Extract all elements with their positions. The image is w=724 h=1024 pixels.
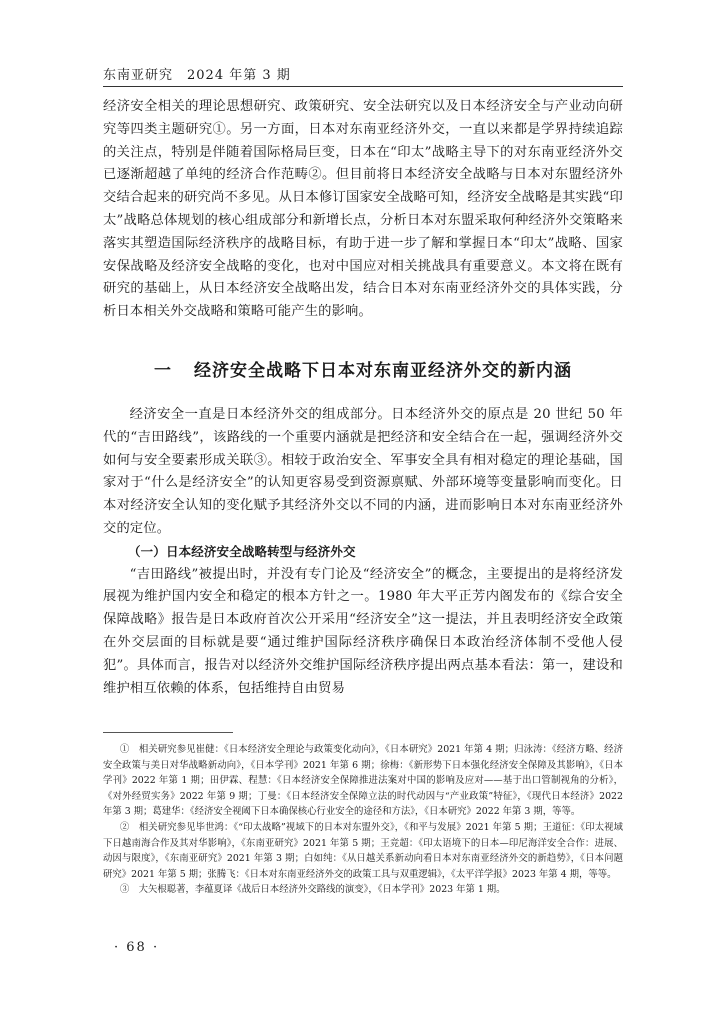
subsection-heading: （一）日本经济安全战略转型与经济外交: [128, 543, 356, 559]
intro-paragraph: 经济安全相关的理论思想研究、政策研究、安全法研究以及日本经济安全与产业动向研究等四类主题研究①。另一方面，日本对东南亚经济外交，一直以来都是学界持续追踪的关注点，特别是伴随着国际格局巨变，日本在“印太”战略主导下的对东南亚经济外交已逐渐超越了单纯的经济合作范畴②。但目前将日本经济安全战略与日本对东盟经济外交结合起来的研究尚不多见。从日本修订国家安全战略可知，经济安全战略是其实践“印太”战略总体规划的核心组成部分和新增长点，分析日本对东盟采取何种经济外交策略来落实其塑造国际经济秩序的战略目标，有助于进一步了解和掌握日本“印太”战略、国家安保战略及经济安全战略的变化，也对中国应对相关挑战具有重要意义。本文将在既有研究的基础上，从日本经济安全战略出发，结合日本对东南亚经济外交的具体实践，分析日本相关外交战略和策略可能产生的影响。: [103, 99, 623, 320]
footnote-rule: [103, 732, 233, 733]
section-heading: [103, 356, 623, 381]
intro-text-block: [103, 96, 623, 324]
footnotes: [103, 742, 623, 898]
page-number: · 68 ·: [114, 940, 160, 955]
running-head: 东南亚研究 2024 年第 3 期: [103, 68, 291, 83]
footnote-3: ③ 大矢根聪著，李蕴夏译《战后日本经济外交路线的演变》，《日本学刊》2023 年第 1 期。: [119, 884, 506, 896]
header-rule: [103, 86, 623, 87]
section-text-block: [103, 404, 623, 700]
section-paragraph-2: “吉田路线”被提出时，并没有专门论及“经济安全”的概念，主要提出的是将经济发展视为维护国内安全和稳定的根本方针之一。1980 年大平正芳内阁发布的《综合安全保障战略》报告是日本政府首次公开采用“经济安全”这一提法，并且表明经济安全政策在外交层面的目标就是要“通过维护国际经济秩序确保日本政治经济体制不受他人侵犯”。具体而言，报告对以经济外交维护国际经济秩序提出两点基本看法：第一，建设和维护相互依赖的体系，包括维持自由贸易: [103, 566, 623, 696]
section-paragraph-1: 经济安全一直是日本经济外交的组成部分。日本经济外交的原点是 20 世纪 50 年代的“吉田路线”，该路线的一个重要内涵就是把经济和安全结合在一起，强调经济外交如何与安全要素形成关联③。相较于政治安全、军事安全具有相对稳定的理论基础，国家对于“什么是经济安全”的认知更容易受到资源禀赋、外部环境等变量影响而变化。日本对经济安全认知的变化赋予其经济外交以不同的内涵，进而影响日本对东南亚经济外交的定位。: [103, 407, 623, 536]
section-number: 一: [154, 361, 172, 381]
section-title: 经济安全战略下日本对东南亚经济外交的新内涵: [194, 361, 572, 381]
footnote-1: ① 相关研究参见崔健：《日本经济安全理论与政策变化动向》，《日本研究》2021 年第 4 期；归泳涛：《经济方略、经济安全政策与美日对华战略新动向》，《日本学刊》2021 年第 6 期；徐梅：《新形势下日本强化经济安全保障及其影响》，《日本学刊》2022 年第 1 期；田伊霖、程慧：《日本经济安全保障推进法案对中国的影响及应对——基于出口管制视角的分析》，《对外经贸实务》2022 年第 9 期；丁曼：《日本经济安全保障立法的时代动因与“产业政策”特征》，《现代日本经济》2022 年第 3 期；葛建华：《经济安全视阈下日本确保核心行业安全的途径和方法》，《日本研究》2022 年第 3 期，等等。: [103, 744, 623, 818]
footnote-2: ② 相关研究参见毕世鸿：《“印太战略”视域下的日本对东盟外交》，《和平与发展》2021 年第 5 期；王道征：《印太视域下日越南海合作及其对华影响》，《东南亚研究》2021 年第 5 期；王竞超：《印太语境下的日本—印尼海洋安全合作：进展、动因与限度》，《东南亚研究》2021 年第 3 期；白如纯：《从日越关系新动向看日本对东南亚经济外交的新趋势》，《日本问题研究》2021 年第 5 期；张腾飞：《日本对东南亚经济外交的政策工具与双重逻辑》，《太平洋学报》2023 年第 4 期，等等。: [103, 821, 623, 880]
